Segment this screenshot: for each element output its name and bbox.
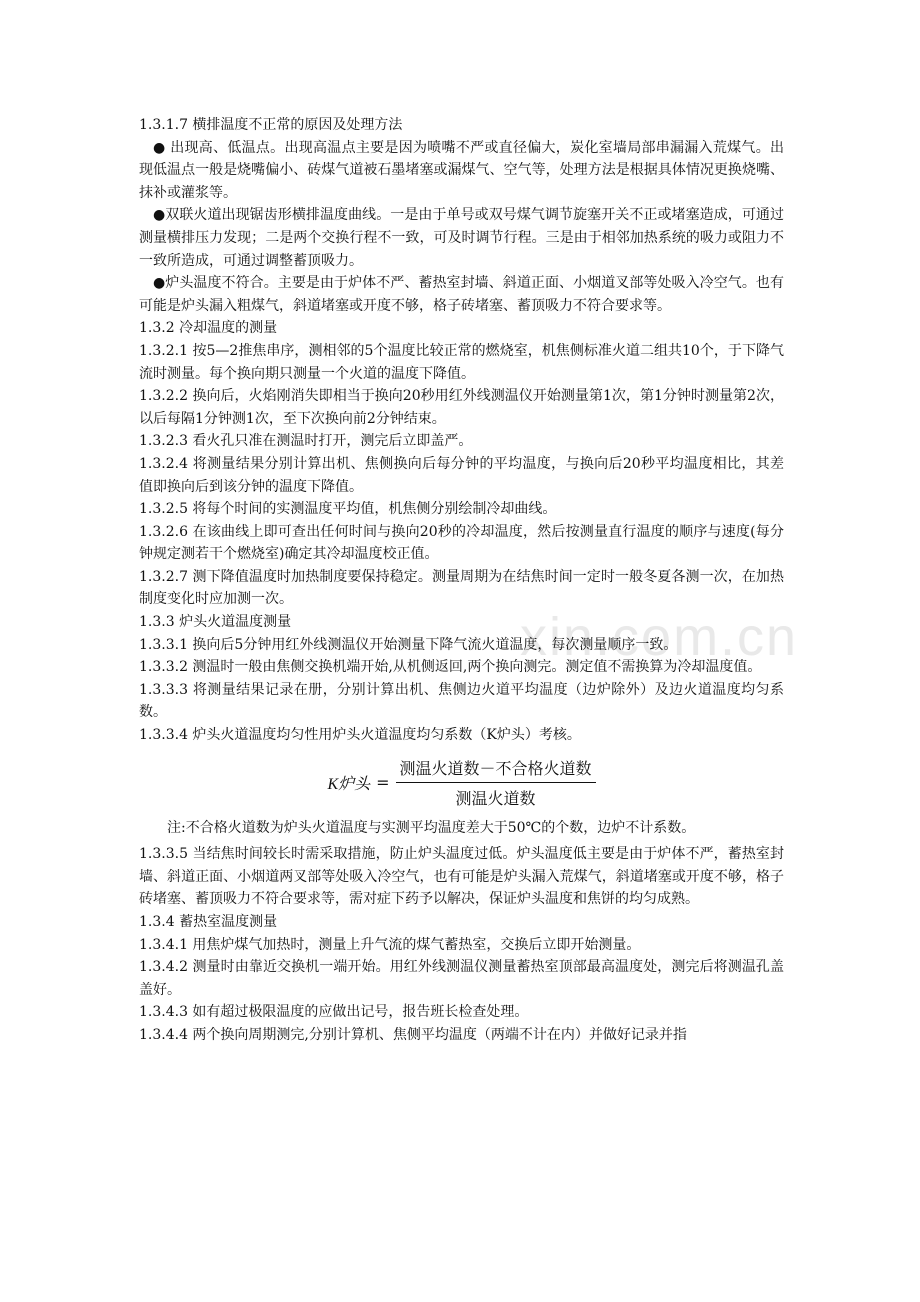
paragraph: 1.3.2.3 看火孔只准在测温时打开，测完后立即盖严。 [139, 433, 473, 450]
paragraph: 1.3.2.4 将测量结果分别计算出机、焦侧换向后每分钟的平均温度，与换向后20秒平均温度相比，其差值即换向后到该分钟的温度下降值。 [139, 455, 784, 495]
section-heading: 1.3.3 炉头火道温度测量 [139, 614, 292, 631]
section-heading: 1.3.4 蓄热室温度测量 [139, 914, 278, 930]
paragraph: 1.3.3.5 当结焦时间较长时需采取措施，防止炉头温度过低。炉头温度低主要是由于炉体不严，蓄热室封墙、斜道正面、小烟道两叉部等处吸入冷空气，也有可能是炉头漏入荒煤气，斜道堵塞或开度不够，格子砖堵塞、蓄顶吸力不符合要求等，需对症下药予以解决，保证炉头温度和焦饼的均匀成熟。 [139, 846, 784, 908]
paragraph: 1.3.4.3 如有超过极限温度的应做出记号，报告班长检查处理。 [139, 1004, 529, 1021]
paragraph: 1.3.4.2 测量时由靠近交换机一端开始。用红外线测温仪测量蓄热室顶部最高温度处，测完后将测温孔盖盖好。 [139, 959, 784, 998]
formula-denominator: 测温火道数 [455, 789, 536, 809]
section-heading: 1.3.2 冷却温度的测量 [139, 320, 278, 337]
paragraph: 1.3.2.7 测下降值温度时加热制度要保持稳定。测量周期为在结焦时间一定时一般冬夏各测一次，在加热制度变化时应加测一次。 [139, 568, 784, 608]
paragraph: 1.3.4.4 两个换向周期测完,分别计算机、焦侧平均温度（两端不计在内）并做好记录并指 [139, 1026, 687, 1043]
watermark: xin.com.cn [520, 607, 799, 667]
paragraph: 1.3.3.4 炉头火道温度均匀性用炉头火道温度均匀系数（K炉头）考核。 [139, 727, 581, 744]
formula-numerator: 测温火道数－不合格火道数 [396, 756, 596, 783]
formula [139, 753, 784, 813]
paragraph: 1.3.4.1 用焦炉煤气加热时，测量上升气流的煤气蓄热室，交换后立即开始测量。 [139, 936, 641, 953]
paragraph: 1.3.3.3 将测量结果记录在册，分别计算出机、焦侧边火道平均温度（边炉除外）及边火道温度均匀系数。 [139, 681, 784, 721]
paragraph: 1.3.3.1 换向后5分钟用红外线测温仪开始测量下降气流火道温度，每次测量顺序一致。 [139, 636, 678, 653]
bullet-paragraph: ● 出现高、低温点。出现高温点主要是因为喷嘴不严或直径偏大，炭化室墙局部串漏漏入荒煤气。出现低温点一般是烧嘴偏小、砖煤气道被石墨堵塞或漏煤气、空气等，处理方法是根据具体情况更换烧嘴、抹补或灌浆等。 [139, 139, 784, 201]
formula-equals: = [376, 773, 390, 793]
paragraph: 1.3.2.5 将每个时间的实测温度平均值，机焦侧分别绘制冷却曲线。 [139, 501, 557, 518]
paragraph: 1.3.3.2 测温时一般由焦侧交换机端开始,从机侧返回,两个换向测完。测定值不需换算为冷却温度值。 [139, 659, 762, 676]
formula-fraction [396, 756, 596, 809]
bullet-paragraph: ●炉头温度不符合。主要是由于炉体不严、蓄热室封墙、斜道正面、小烟道叉部等处吸入冷空气。也有可能是炉头漏入粗煤气，斜道堵塞或开度不够，格子砖堵塞、蓄顶吸力不符合要求等。 [139, 275, 784, 314]
paragraph: 1.3.2.6 在该曲线上即可查出任何时间与换向20秒的冷却温度，然后按测量直行温度的顺序与速度(每分钟规定测若干个燃烧室)确定其冷却温度校正值。 [139, 523, 784, 563]
section-heading: 1.3.1.7 横排温度不正常的原因及处理方法 [139, 117, 403, 133]
formula-lhs: K炉头 [327, 776, 371, 794]
formula-note: 注:不合格火道数为炉头火道温度与实测平均温度差大于50℃的个数，边炉不计系数。 [167, 819, 696, 836]
bullet-paragraph: ●双联火道出现锯齿形横排温度曲线。一是由于单号或双号煤气调节旋塞开关不正或堵塞造成，可通过测量横排压力发现；二是两个交换行程不一致，可及时调节行程。三是由于相邻加热系统的吸力或阻力不一致所造成，可通过调整蓄顶吸力。 [139, 207, 784, 269]
paragraph: 1.3.2.2 换向后，火焰刚消失即相当于换向20秒用红外线测温仪开始测量第1次，第1分钟时测量第2次，以后每隔1分钟测1次，至下次换向前2分钟结束。 [139, 388, 784, 427]
paragraph: 1.3.2.1 按5—2推焦串序，测相邻的5个温度比较正常的燃烧室，机焦侧标准火道二组共10个，于下降气流时测量。每个换向期只测量一个火道的温度下降值。 [139, 342, 784, 382]
document-body [139, 114, 784, 1047]
